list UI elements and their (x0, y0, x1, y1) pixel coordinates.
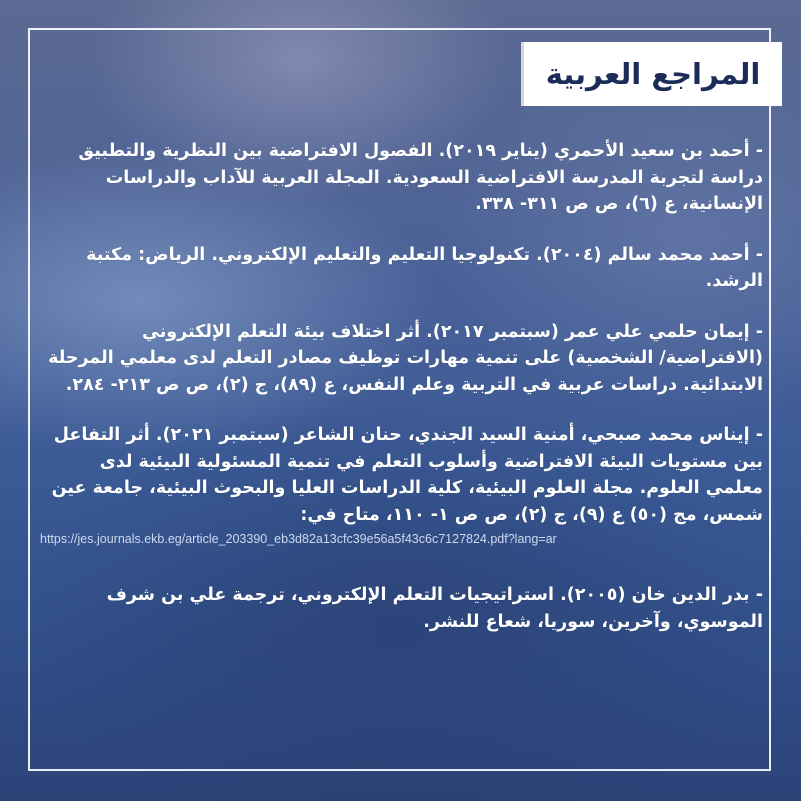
references-list (40, 138, 763, 659)
reference-link[interactable]: https://jes.journals.ekb.eg/article_203390_eb3d82a13cfc39e56a5f43c6c7127824.pdf?lang=ar (40, 532, 557, 546)
title-box (521, 42, 782, 106)
reference-item: - إيمان حلمي علي عمر (سبتمبر ٢٠١٧). أثر اختلاف بيئة التعلم الإلكتروني (الافتراضية/ الشخصية) على تنمية مهارات توظيف مصادر التعلم لدى معلمي المرحلة الابتدائية. دراسات عربية في التربية وعلم النفس، ع (٨٩)، ج (٢)، ص ص ٢١٣- ٢٨٤. (48, 321, 763, 395)
page-title: المراجع العربية (545, 57, 761, 91)
reference-item: - أحمد بن سعيد الأحمري (يناير ٢٠١٩). الفصول الافتراضية بين النظرية والتطبيق دراسة لتجربة المدرسة الافتراضية السعودية. المجلة العربية للآداب والدراسات الإنسانية، ع (٦)، ص ص ٣١١- ٣٣٨. (78, 141, 763, 214)
reference-item: - أحمد محمد سالم (٢٠٠٤). تكنولوجيا التعليم والتعليم الإلكتروني. الرياض: مكتبة الرشد. (86, 244, 763, 291)
reference-item: - بدر الدين خان (٢٠٠٥). استراتيجيات التعلم الإلكتروني، ترجمة علي بن شرف الموسوي، وآخرين، سوريا، شعاع للنشر. (106, 585, 763, 632)
reference-item: - إيناس محمد صبحي، أمنية السيد الجندي، حنان الشاعر (سبتمبر ٢٠٢١). أثر التفاعل بين مستويات البيئة الافتراضية وأسلوب التعلم في تنمية المسئولية البيئية لدى معلمي العلوم. مجلة العلوم البيئية، كلية الدراسات العليا والبحوث البيئية، جامعة عين شمس، مج (٥٠) ع (٩)، ج (٢)، ص ص ١- ١١٠، متاح في: (51, 425, 763, 525)
